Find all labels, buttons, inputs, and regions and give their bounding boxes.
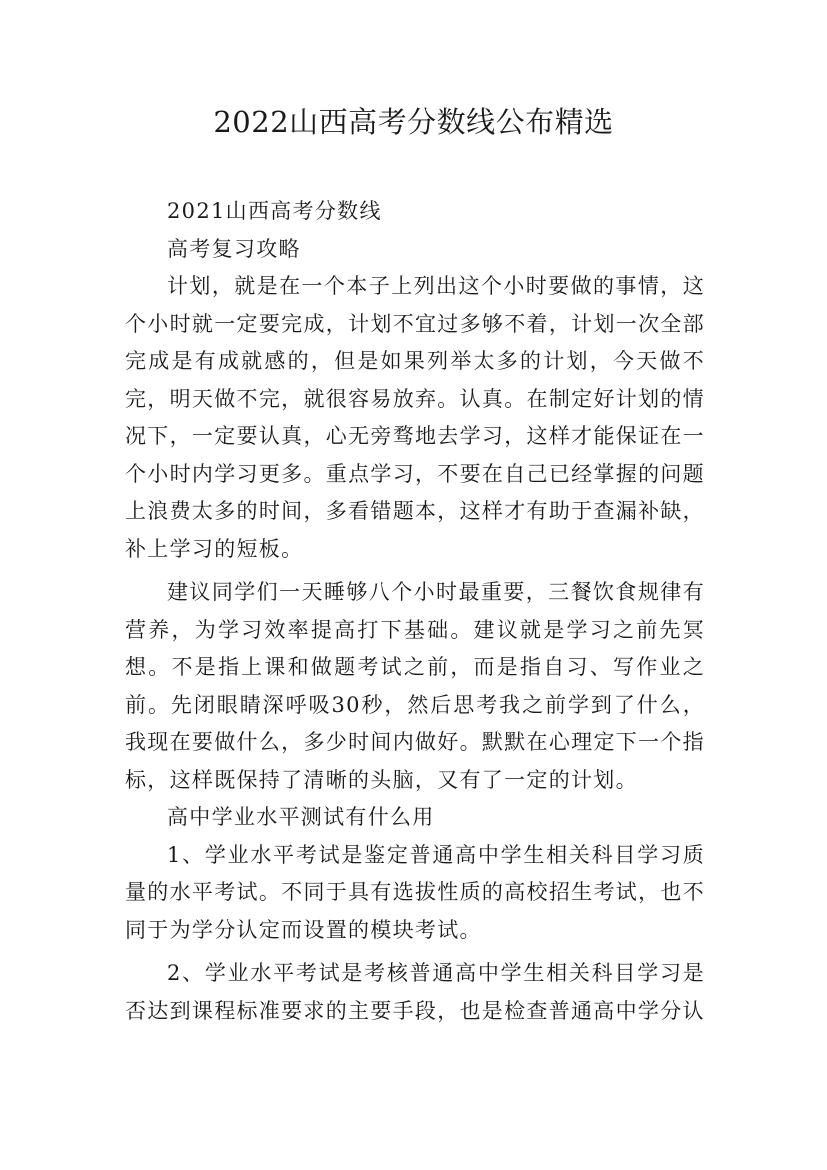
paragraph-point-2: 2、学业水平考试是考核普通高中学生相关科目学习是否达到课程标准要求的主要手段，也是检查普通高中学分认 <box>125 961 705 1023</box>
section-heading-scores: 2021山西高考分数线 <box>167 199 382 223</box>
section-heading-test: 高中学业水平测试有什么用 <box>167 805 435 829</box>
section-heading-review: 高考复习攻略 <box>167 236 301 261</box>
paragraph-sleep: 建议同学们一天睡够八个小时最重要，三餐饮食规律有营养，为学习效率提高打下基础。建议就是学习之前先冥想。不是指上课和做题考试之前，而是指自习、写作业之前。先闭眼睛深呼吸30秒，然后思考我之前学到了什么，我现在要做什么，多少时间内做好。默默在心理定下一个指标，这样既保持了清晰的头脑，又有了一定的计划。 <box>125 580 705 792</box>
paragraph-point-1: 1、学业水平考试是鉴定普通高中学生相关科目学习质量的水平考试。不同于具有选拔性质的高校招生考试，也不同于为学分认定而设置的模块考试。 <box>125 842 705 942</box>
document-title: 2022山西高考分数线公布精选 <box>213 105 614 139</box>
paragraph-plan: 计划，就是在一个本子上列出这个小时要做的事情，这个小时就一定要完成，计划不宜过多够不着，计划一次全部完成是有成就感的，但是如果列举太多的计划，今天做不完，明天做不完，就很容易放弃。认真。在制定好计划的情况下，一定要认真，心无旁骛地去学习，这样才能保证在一个小时内学习更多。重点学习，不要在自己已经掌握的问题上浪费太多的时间，多看错题本，这样才有助于查漏补缺，补上学习的短板。 <box>125 274 705 561</box>
document-body <box>125 193 705 1030</box>
